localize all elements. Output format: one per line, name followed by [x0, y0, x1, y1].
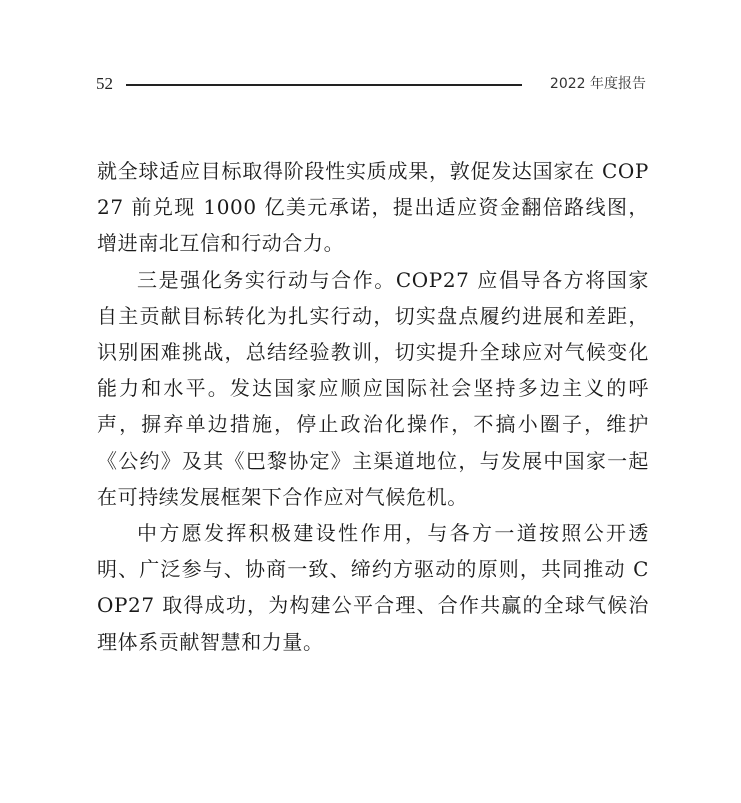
report-title: 2022 年度报告 [549, 76, 646, 92]
paragraph-action-cooperation: 三是强化务实行动与合作。COP27 应倡导各方将国家自主贡献目标转化为扎实行动，切实盘点履约进展和差距，识别困难挑战，总结经验教训，切实提升全球应对气候变化能力和水平。发达国家应顺应国际社会坚持多边主义的呼声，摒弃单边措施，停止政治化操作，不搞小圈子，维护《公约》及其《巴黎协定》主渠道地位，与发展中国家一起在可持续发展框架下合作应对气候危机。 [97, 267, 649, 509]
page-number: 52 [96, 74, 113, 93]
page-header [96, 73, 646, 97]
body-text [97, 153, 649, 660]
paragraph-continuation: 就全球适应目标取得阶段性实质成果，敦促发达国家在 COP27 前兑现 1000 亿美元承诺，提出适应资金翻倍路线图，增进南北互信和行动合力。 [97, 159, 649, 256]
header-rule [126, 84, 522, 86]
paragraph-china-role: 中方愿发挥积极建设性作用，与各方一道按照公开透明、广泛参与、协商一致、缔约方驱动的原则，共同推动 COP27 取得成功，为构建公平合理、合作共赢的全球气候治理体系贡献智慧和力量。 [97, 521, 649, 654]
